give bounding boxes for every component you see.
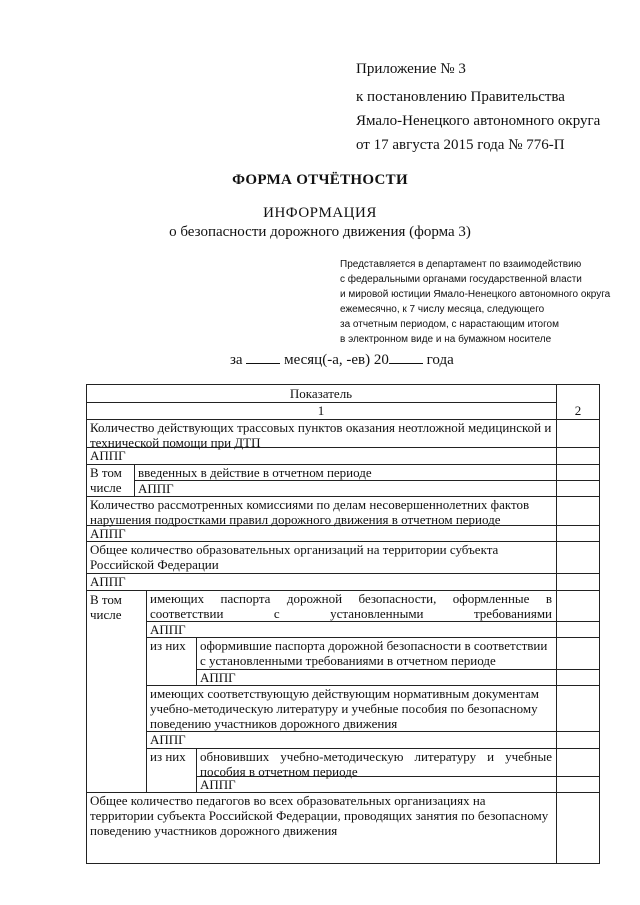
note-line: ежемесячно, к 7 числу месяца, следующего bbox=[340, 304, 545, 315]
row-appg: АППГ bbox=[200, 777, 236, 792]
row-commissioned: введенных в действие в отчетном периоде bbox=[138, 465, 372, 480]
note-line: Представляется в департамент по взаимодействию bbox=[340, 259, 582, 270]
note-line: с федеральными органами государственной власти bbox=[340, 274, 582, 285]
column-number-2: 2 bbox=[574, 403, 582, 418]
month-blank bbox=[246, 350, 280, 364]
reporting-period-line bbox=[230, 350, 454, 369]
appendix-line: Ямало-Ненецкого автономного округа bbox=[356, 113, 601, 129]
note-line: за отчетным периодом, с нарастающим итогом bbox=[340, 319, 559, 330]
row-trauma-points: Количество действующих трассовых пунктов оказания неотложной медицинской и технической помощи при ДТП bbox=[90, 420, 552, 450]
row-safety-passports: имеющих паспорта дорожной безопасности, оформленные в соответствии с установленными требованиями bbox=[150, 591, 552, 621]
info-subtitle: о безопасности дорожного движения (форма 3) bbox=[169, 224, 471, 240]
row-edu-orgs-total: Общее количество образовательных организаций на территории субъекта Российской Федерации bbox=[90, 542, 499, 572]
appendix-line: к постановлению Правительства bbox=[356, 89, 565, 105]
report-table bbox=[86, 384, 600, 864]
row-appg: АППГ bbox=[138, 481, 174, 496]
info-title: ИНФОРМАЦИЯ bbox=[263, 205, 377, 221]
period-suffix: года bbox=[426, 352, 454, 368]
form-title: ФОРМА ОТЧЁТНОСТИ bbox=[232, 172, 408, 188]
note-line: и мировой юстиции Ямало-Ненецкого автономного округа bbox=[340, 289, 611, 300]
of-them-label: из них bbox=[150, 749, 186, 764]
row-commission-cases: Количество рассмотренных комиссиями по делам несовершеннолетних фактов нарушения подростками правил дорожного движения в отчетном периоде bbox=[90, 497, 530, 527]
year-blank bbox=[389, 350, 423, 364]
table-header-indicator: Показатель bbox=[289, 386, 353, 401]
row-appg: АППГ bbox=[90, 574, 126, 589]
column-number-1: 1 bbox=[317, 403, 325, 418]
row-passports-issued: оформившие паспорта дорожной безопасности в соответствии с установленными требованиями в отчетном периоде bbox=[200, 638, 548, 668]
submission-note bbox=[340, 257, 610, 347]
of-them-label: из них bbox=[150, 638, 186, 653]
appendix-number: Приложение № 3 bbox=[356, 61, 466, 77]
row-appg: АППГ bbox=[90, 448, 126, 463]
row-appg: АППГ bbox=[200, 670, 236, 685]
appendix-line: от 17 августа 2015 года № 776-П bbox=[356, 137, 565, 153]
note-line: в электронном виде и на бумажном носителе bbox=[340, 334, 552, 345]
row-methodical-literature: имеющих соответствующую действующим нормативным документам учебно-методическую литературу и учебные пособия по безопасному поведению участников дорожного движения bbox=[150, 686, 539, 731]
row-literature-updated: обновивших учебно-методическую литературу и учебные пособия в отчетном периоде bbox=[200, 749, 552, 779]
row-teachers-total: Общее количество педагогов во всех образовательных организациях на территории субъекта Российской Федерации, проводящих занятия по безопасному поведению участников дорожного движения bbox=[90, 793, 549, 838]
row-appg: АППГ bbox=[90, 526, 126, 541]
appendix-block bbox=[356, 57, 600, 157]
row-appg: АППГ bbox=[150, 732, 186, 747]
in-that-number-label: В том числе bbox=[90, 465, 122, 495]
period-middle: месяц(-а, -ев) 20 bbox=[284, 352, 389, 368]
period-prefix: за bbox=[230, 352, 243, 368]
row-appg: АППГ bbox=[150, 622, 186, 637]
in-that-number-label: В том числе bbox=[90, 592, 122, 622]
